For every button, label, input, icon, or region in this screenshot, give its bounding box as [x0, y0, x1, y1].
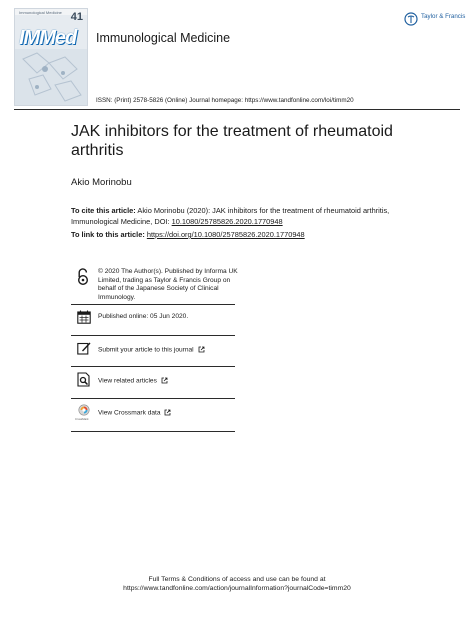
footer [0, 575, 474, 593]
issn-homepage-line[interactable]: ISSN: (Print) 2578-5826 (Online) Journal homepage: https://www.tandfonline.com/loi/timm20 [96, 97, 354, 104]
edit-pencil-icon [77, 341, 91, 355]
crossmark-badge-text: CrossMark [75, 417, 89, 421]
published-date-text: Published online: 05 Jun 2020. [98, 313, 189, 320]
author-name: Akio Morinobu [71, 177, 132, 188]
open-access-text: © 2020 The Author(s). Published by Informa UK Limited, trading as Taylor & Francis Group on behalf of the Japanese Society of Clinical Immunology. [98, 268, 238, 301]
crossmark-link[interactable] [98, 409, 171, 418]
publisher-name: Taylor & Francis [421, 13, 466, 20]
submit-article-row[interactable] [71, 341, 241, 361]
info-divider-4 [71, 398, 235, 399]
cover-artwork [15, 49, 87, 105]
crossmark-row[interactable] [71, 404, 241, 426]
external-link-icon [164, 409, 171, 416]
info-divider-5 [71, 431, 235, 432]
journal-title[interactable]: Immunological Medicine [96, 31, 231, 45]
article-title: JAK inhibitors for the treatment of rheumatoid arthritis [71, 123, 393, 159]
article-doi-url-link[interactable]: https://doi.org/10.1080/25785826.2020.1770948 [146, 230, 305, 239]
footer-terms-text: Full Terms & Conditions of access and use can be found at [148, 576, 326, 583]
taylor-francis-logo[interactable] [404, 12, 464, 32]
taylor-francis-logo-icon [404, 12, 418, 26]
calendar-icon [77, 310, 91, 324]
header-divider [14, 109, 460, 110]
article-link-block [71, 230, 411, 240]
info-divider-2 [71, 335, 235, 336]
citation-text: Akio Morinobu (2020): JAK inhibitors for the treatment of rheumatoid arthritis, Immunological Medicine, DOI: [71, 206, 390, 226]
open-access-row [71, 268, 241, 308]
article-link-label: To link to this article: [71, 230, 145, 239]
citation-label: To cite this article: [71, 206, 136, 215]
submit-article-label: Submit your article to this journal [98, 346, 194, 354]
related-articles-search-icon [77, 372, 91, 387]
crossmark-label: View Crossmark data [98, 409, 161, 417]
info-divider-1 [71, 304, 235, 305]
related-articles-row[interactable] [71, 372, 241, 392]
open-access-icon [77, 268, 89, 286]
cover-volume-number: 41 [70, 11, 83, 23]
journal-cover-image [14, 8, 88, 106]
published-row [71, 310, 241, 330]
crossmark-icon [77, 404, 91, 418]
external-link-icon [161, 377, 168, 384]
footer-terms-link[interactable]: https://www.tandfonline.com/action/journalInformation?journalCode=timm20 [123, 585, 351, 592]
cover-journal-name: Immunological Medicine [19, 10, 62, 15]
external-link-icon [198, 346, 205, 353]
submit-article-link[interactable] [98, 346, 205, 355]
related-articles-label: View related articles [98, 377, 157, 385]
info-divider-3 [71, 366, 235, 367]
citation-block [71, 206, 411, 227]
citation-doi-link[interactable]: 10.1080/25785826.2020.1770948 [171, 216, 283, 226]
related-articles-link[interactable] [98, 377, 168, 386]
cover-logo: IMMed [19, 27, 77, 49]
